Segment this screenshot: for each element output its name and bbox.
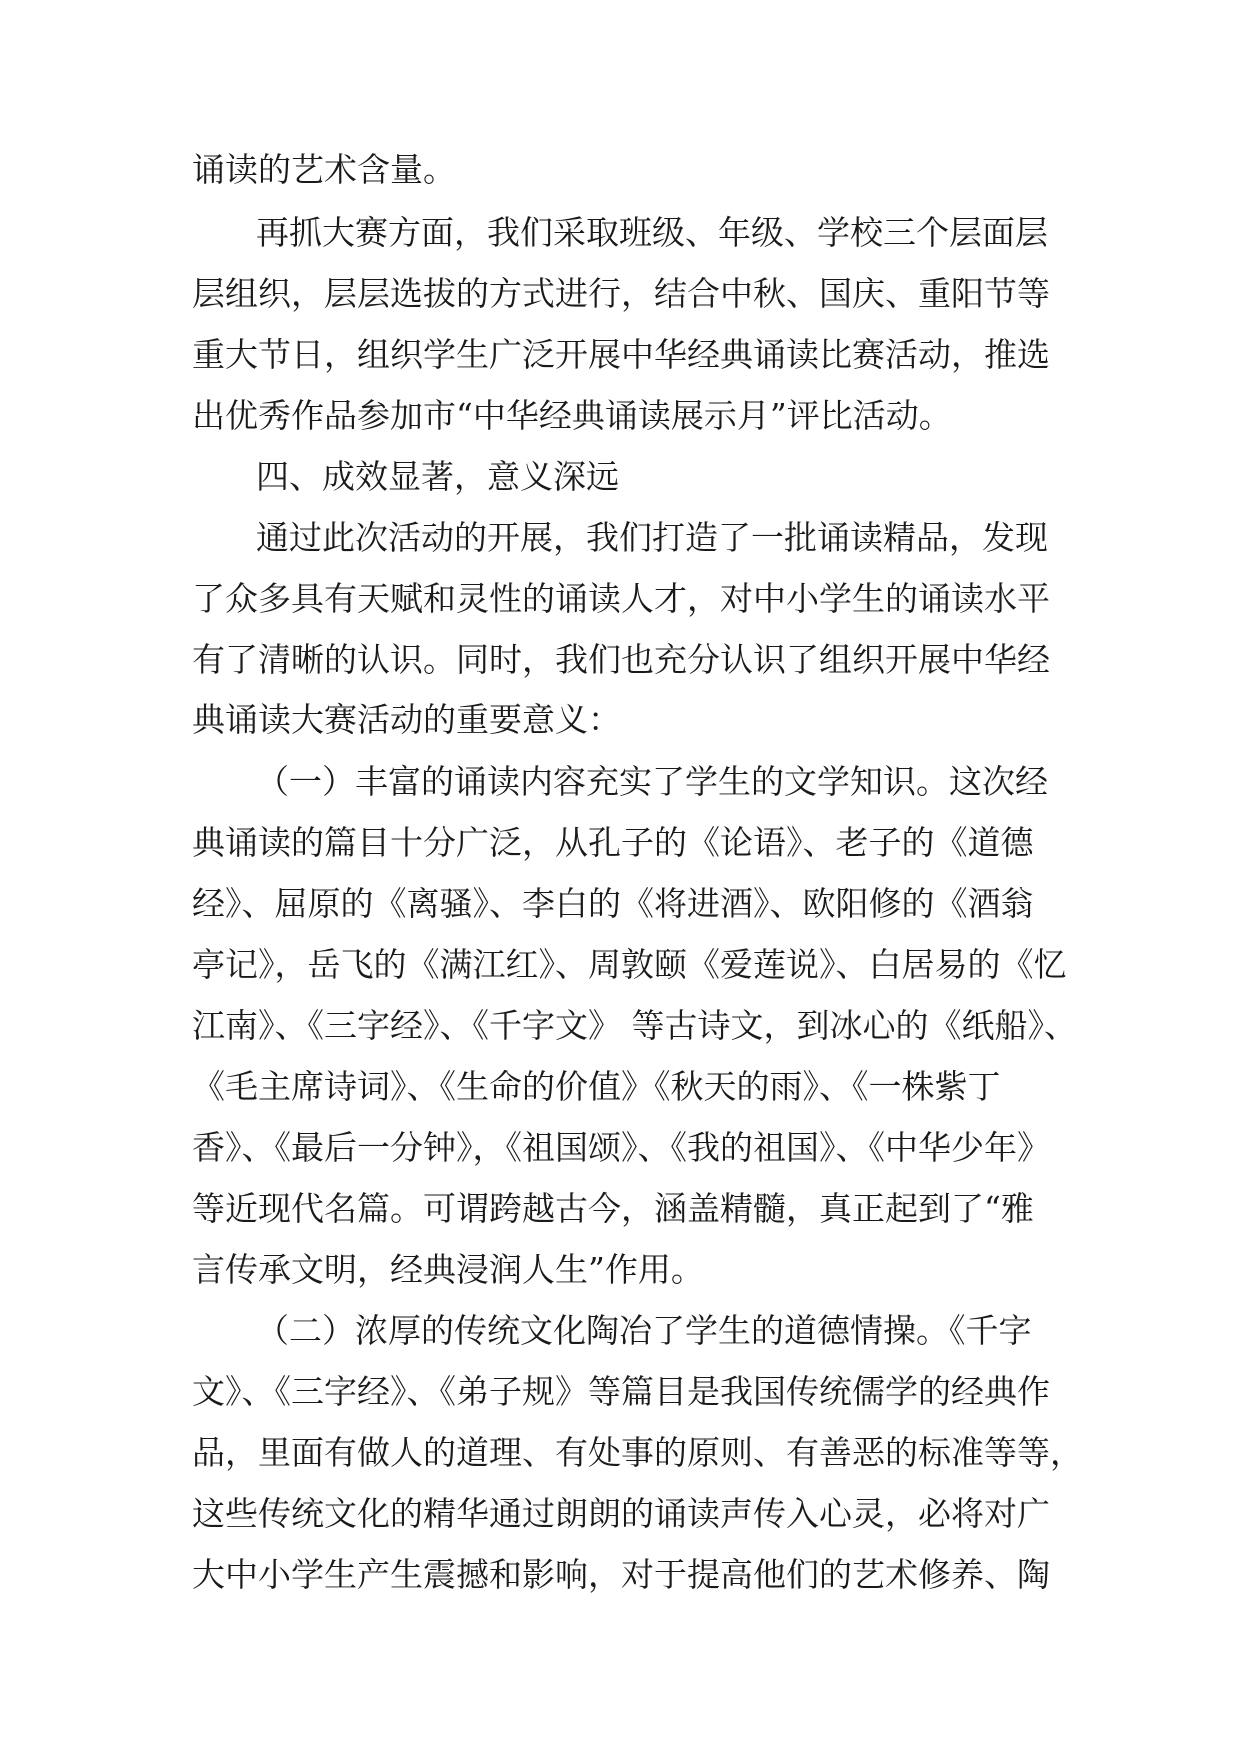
- text-line: [0, 1362, 1241, 1422]
- text-line: [0, 1423, 1241, 1483]
- text-line: [0, 813, 1241, 873]
- text-line-content: 文》、《三字经》、《弟子规》等篇目是我国传统儒学的经典作: [192, 1372, 1050, 1411]
- text-line: [0, 1179, 1241, 1239]
- text-line: [0, 1118, 1241, 1178]
- text-line-content: 品，里面有做人的道理、有处事的原则、有善恶的标准等等，: [192, 1433, 1083, 1472]
- text-line-content: 等近现代名篇。可谓跨越古今，涵盖精髓，真正起到了“雅: [192, 1189, 1034, 1228]
- text-line: [0, 386, 1241, 446]
- text-line: [0, 264, 1241, 324]
- text-line-content: 大中小学生产生震撼和影响，对于提高他们的艺术修养、陶: [192, 1555, 1050, 1594]
- text-line-content: 典诵读大赛活动的重要意义：: [192, 700, 621, 739]
- text-line-content: 层组织，层层选拔的方式进行，结合中秋、国庆、重阳节等: [192, 274, 1050, 313]
- text-line: [0, 325, 1241, 385]
- text-line-content: 言传承文明，经典浸润人生”作用。: [192, 1250, 704, 1289]
- text-line: [0, 752, 1241, 812]
- text-line: [0, 1484, 1241, 1544]
- text-line-content: （二）浓厚的传统文化陶冶了学生的道德情操。《千字: [256, 1311, 1032, 1350]
- text-line-content: 香》、《最后一分钟》，《祖国颂》、《我的祖国》、《中华少年》: [192, 1128, 1050, 1167]
- text-line-content: 通过此次活动的开展，我们打造了一批诵读精品，发现: [256, 518, 1048, 557]
- text-line-content: 亭记》，岳飞的《满江红》、周敦颐《爱莲说》、白居易的《忆: [192, 945, 1067, 984]
- text-line-content: （一）丰富的诵读内容充实了学生的文学知识。这次经: [256, 762, 1048, 801]
- text-line-content: 《毛主席诗词》、《生命的价值》《秋天的雨》、《一株紫丁: [192, 1067, 1001, 1106]
- text-line-content: 再抓大赛方面，我们采取班级、年级、学校三个层面层: [256, 213, 1048, 252]
- text-line: [0, 630, 1241, 690]
- text-line-content: 典诵读的篇目十分广泛，从孔子的《论语》、老子的《道德: [192, 823, 1034, 862]
- text-line: [0, 1057, 1241, 1117]
- text-line: [0, 935, 1241, 995]
- text-line: [0, 569, 1241, 629]
- text-line-content: 了众多具有天赋和灵性的诵读人才，对中小学生的诵读水平: [192, 579, 1050, 618]
- text-line: [0, 996, 1241, 1056]
- section-heading-text: 四、成效显著，意义深远: [256, 457, 619, 496]
- text-line-content: 诵读的艺术含量。: [192, 150, 456, 189]
- text-line-content: 这些传统文化的精华通过朗朗的诵读声传入心灵，必将对广: [192, 1494, 1050, 1533]
- text-line: [0, 874, 1241, 934]
- text-line-content: 江南》、《三字经》、《千字文》 等古诗文，到冰心的《纸船》、: [192, 1006, 1077, 1045]
- text-line: [0, 1545, 1241, 1605]
- text-line: [0, 1240, 1241, 1300]
- section-heading: [0, 447, 1241, 507]
- text-line: [0, 690, 1241, 750]
- text-line: [0, 140, 1241, 200]
- text-line-content: 出优秀作品参加市“中华经典诵读展示月”评比活动。: [192, 396, 952, 435]
- text-line: [0, 508, 1241, 568]
- text-line: [0, 203, 1241, 263]
- text-line-content: 有了清晰的认识。同时，我们也充分认识了组织开展中华经: [192, 640, 1050, 679]
- text-line-content: 经》、屈原的《离骚》、李白的《将进酒》、欧阳修的《酒翁: [192, 884, 1034, 923]
- text-line: [0, 1301, 1241, 1361]
- text-line-content: 重大节日，组织学生广泛开展中华经典诵读比赛活动，推选: [192, 335, 1050, 374]
